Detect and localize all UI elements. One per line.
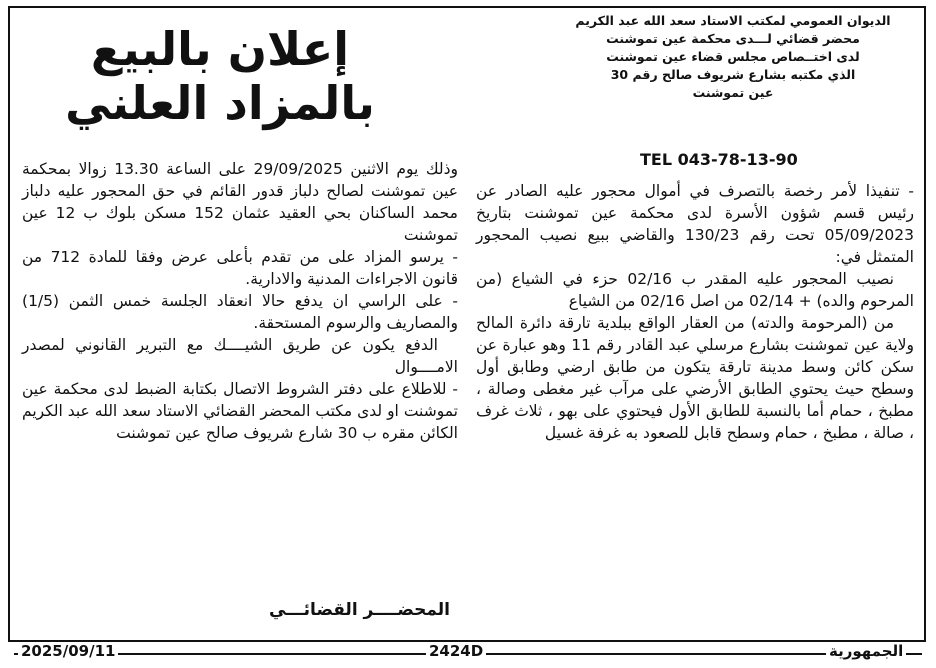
header-line: عين تموشنت (692, 85, 774, 100)
left-column (22, 158, 458, 444)
header-line: الديوان العمومي لمكتب الاستاد سعد الله عبد الكريم (575, 13, 891, 28)
header-line: لدى اختــصاص مجلس قضاء عين تموشنت (606, 49, 860, 64)
paragraph: نصيب المحجور عليه المقدر ب 02/16 حزء في الشياع (من المرحوم والده) + 02/14 من اصل 02/16 من الشياع (476, 270, 914, 310)
paragraph: الدفع يكون عن طريق الشيــــك مع التبرير القانوني لمصدر الامــــوال (22, 336, 458, 376)
header-line: محضر قضائي لـــدى محكمة عين تموشنت (606, 31, 860, 46)
paragraph: من (المرحومة والدته) من العقار الواقع ببلدية تارقة دائرة المالح ولاية عين تموشنت بشارع مرسلي عبد القادر رقم 11 وهو عبارة عن سكن كائن وسط مدينة تارقة يتكون من طابق ارضي وطابق أول وسطح حيث يحتوي الطابق الأرضي على مرآب غير مغطى وصالة ، مطبخ ، حمام أما بالنسبة للطابق الأول فيحتوي على بهو ، ثلاث غرف ، صالة ، مطبخ ، حمام وسطح قابل للصعود به غرفة غسيل (476, 314, 915, 442)
publication-date: 2025/09/11 (18, 642, 118, 660)
title-line: بالمزاد العلني (65, 76, 375, 130)
paragraph: - تنفيذا لأمر رخصة بالتصرف في أموال محجور عليه الصادر عن رئيس قسم شؤون الأسرة لدى محكمة عين تموشنت بتاريخ 05/09/2023 تحت رقم 130/23 والقاضي ببيع نصيب المحجور المتمثل في: (476, 182, 915, 266)
page-footer (0, 642, 936, 666)
paragraph: - على الراسي ان يدفع حالا انعقاد الجلسة خمس الثمن (1/5) والمصاريف والرسوم المستحقة. (22, 292, 458, 332)
bailiff-signature: المحضــــر القضائـــي (269, 600, 450, 620)
telephone-number: TEL 043-78-13-90 (640, 150, 798, 169)
paragraph: - للاطلاع على دفتر الشروط الاتصال بكتابة الضبط لدى محكمة عين تموشنت او لدى مكتب المحضر القضائي الاستاد سعد الله عبد الكريم الكائن مقره ب 30 شارع شريوف صالح عين تموشنت (22, 380, 458, 442)
newspaper-logo: الجمهورية (826, 642, 906, 660)
right-column (476, 180, 914, 444)
announcement-title (40, 22, 400, 130)
bailiff-header (548, 12, 918, 102)
paragraph: - يرسو المزاد على من تقدم بأعلى عرض وفقا للمادة 712 من قانون الاجراءات المدنية والادارية. (22, 248, 458, 288)
announcement-code: 2424D (426, 642, 486, 660)
title-line: إعلان بالبيع (90, 22, 350, 76)
paragraph: وذلك يوم الاثنين 29/09/2025 على الساعة 13.30 زوالا بمحكمة عين تموشنت لصالح دلباز قدور القائم في حق المحجور عليه دلباز محمد الساكنان بحي العقيد عثمان 152 مسكن بلوك ب 12 عين تموشنت (22, 160, 458, 244)
header-line: الذي مكتبه بشارع شريوف صالح رقم 30 (610, 67, 856, 82)
